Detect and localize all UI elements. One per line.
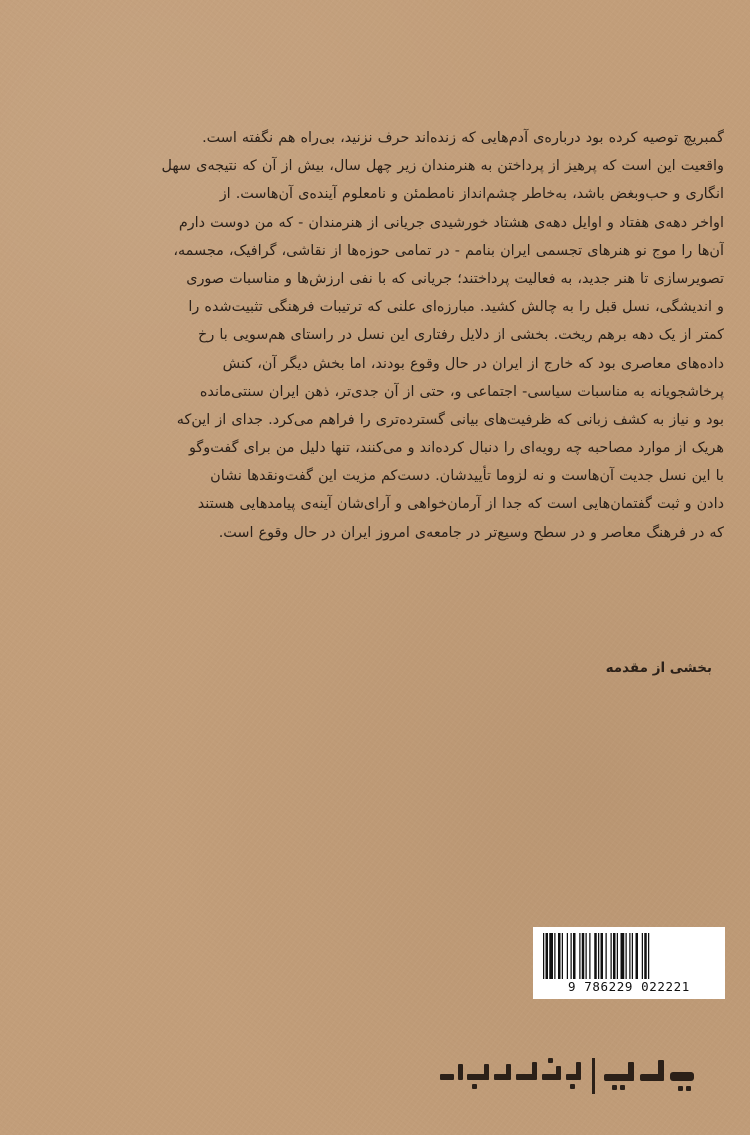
source-caption: بخشی از مقدمه [605,660,712,676]
barcode-bar [562,933,563,979]
blurb-line: تصویرسازی تا هنر جدید، به فعالیت پرداختند؛ جریانی که با نفی ارزش‌ها و مناسبات صوری [186,270,724,287]
barcode-bar [594,933,597,979]
barcode-bar [636,933,639,979]
barcode-bar [579,933,580,979]
barcode-bar [626,933,627,979]
blurb-line: کمتر از یک دهه برهم ریخت. بخشی از دلایل رفتاری این نسل در راستای هم‌سویی با رخ [198,327,724,344]
barcode-bar [648,933,649,979]
blurb-line: هریک از موارد مصاحبه چه رویه‌ای را دنبال کرده‌اند و می‌کنند، تنها دلیل من برای گفت‌وگو [189,440,724,457]
barcode-bar [606,933,607,979]
blurb-line: گمبریچ توصیه کرده بود درباره‌ی آدم‌هایی که زنده‌اند حرف نزنید، بی‌راه هم نگفته است. [202,130,724,146]
barcode-bar [621,933,625,979]
barcode-bar [567,933,568,979]
barcode-bar [632,933,633,979]
blurb-line: پرخاشجویانه به مناسبات سیاسی- اجتماعی و، حتی از آن جدی‌تر، ذهن ایران سنتی‌مانده [199,383,724,400]
isbn-barcode [533,927,725,999]
barcode-bar [582,933,585,979]
barcode-bar [586,933,587,979]
barcode-bar [644,933,647,979]
barcode-bar [611,933,612,979]
blurb-text [114,124,724,547]
barcode-bar [554,933,555,979]
barcode-bar [629,933,630,979]
blurb-line: که در فرهنگ معاصر و در سطح وسیع‌تر در جامعه‌ی امروز ایران در حال وقوع است. [218,524,724,541]
blurb-line: انگاری و حب‌وبغض باشد، به‌خاطر چشم‌انداز نامطمئن و نامعلوم آینده‌ی آن‌هاست. از [219,186,724,203]
barcode-bars [539,933,719,979]
barcode-bar [546,933,549,979]
blurb-line: و اندیشگی، نسل قبل را به چالش کشید. مبارزه‌ای علنی که ترتیبات فرهنگی تثبیت‌شده را [188,299,724,316]
barcode-bar [598,933,599,979]
barcode-bar [549,933,553,979]
barcode-bar [573,933,576,979]
blurb-line: واقعیت این است که پرهیز از پرداختن به هنرمندان زیر چهل سال، بیش از آن که نتیجه‌ی سهل [161,158,724,175]
barcode-bar [589,933,590,979]
blurb-line: دادن و ثبت گفتمان‌هایی است که جدا از آرمان‌خواهی و آرای‌شان آینه‌ی پیامدهایی هستند [197,496,724,513]
publisher-logo-mark [432,1054,702,1100]
barcode-bar [642,933,643,979]
blurb-line: با این نسل جدیت آن‌هاست و نه لزوما تأییدشان. دست‌کم مزیت این گفت‌ونقدها نشان [210,468,724,485]
publisher-logo [432,1054,702,1100]
barcode-bar [571,933,572,979]
barcode-bar [558,933,561,979]
barcode-bar [613,933,616,979]
blurb-line: اواخر دهه‌ی هفتاد و اوایل دهه‌ی هشتاد خورشیدی جریانی از هنرمندان - که من دوست دارم [178,214,724,231]
blurb-line: داده‌های معاصری بود که خارج از ایران در حال وقوع بودند، اما بخش دیگر آن، کنش [222,355,724,372]
blurb-line: بود و نیاز به کشف زبانی که ظرفیت‌های بیانی گسترده‌تری را فراهم می‌کرد. جدای از این‌که [176,411,724,428]
blurb-line: آن‌ها را موج نو هنرهای تجسمی ایران بنامم - در تمامی حوزه‌ها از نقاشی، گرافیک، مجسمه، [173,242,724,259]
barcode-bar [601,933,604,979]
barcode-bar [543,933,544,979]
publisher-logo-label: پارت | تالار هنر [432,1054,439,1055]
isbn-number: 9 786229 022221 [568,979,690,994]
barcode-bar [617,933,618,979]
